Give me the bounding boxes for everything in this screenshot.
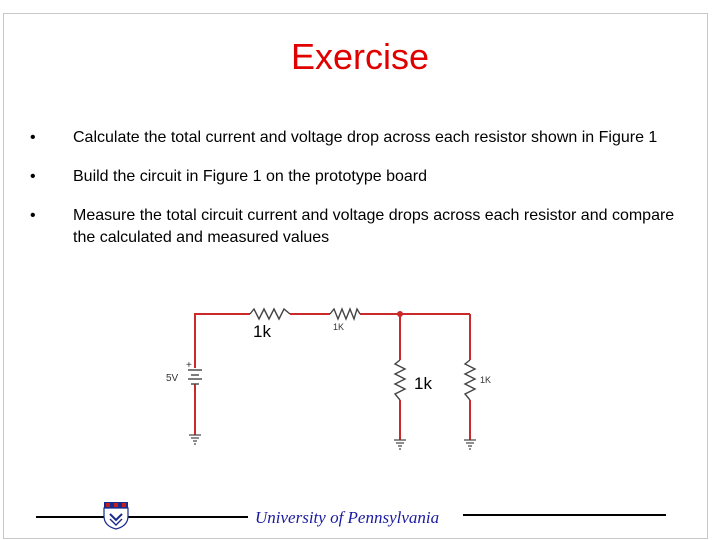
source-voltage-label: 5V [166,373,179,384]
resistor-4 [465,360,475,400]
bullet-text: Build the circuit in Figure 1 on the prototype board [73,168,427,185]
ground-icon [464,440,476,449]
ground-icon [189,435,201,444]
footer-institution: University of Pennsylvania [255,508,440,527]
resistor-3 [395,360,405,400]
footer-rule-left [36,516,248,518]
ground-icon [394,440,406,449]
resistor-2-label: 1K [333,322,345,332]
bullet-symbol: • [30,168,36,185]
resistor-3-label: 1k [414,374,432,393]
resistor-1-label: 1k [253,322,271,341]
resistor-1 [250,309,290,319]
resistor-4-label: 1K [480,375,492,385]
ground-symbols [189,435,476,449]
bullet-text: Measure the total circuit current and voltage drops across each resistor and compare the calculated and measured values [73,207,675,246]
source-plus-label: + [186,360,192,371]
bullet-symbol: • [30,129,36,146]
resistor-2 [330,309,360,319]
footer-rule-right [463,514,666,516]
junction-dot [397,311,403,317]
wire-left-top [195,314,250,315]
slide-title: Exercise [290,36,430,77]
bullet-symbol: • [30,207,36,224]
bullet-text: Calculate the total current and voltage drop across each resistor shown in Figure 1 [73,129,658,146]
university-shield-icon [101,500,131,530]
